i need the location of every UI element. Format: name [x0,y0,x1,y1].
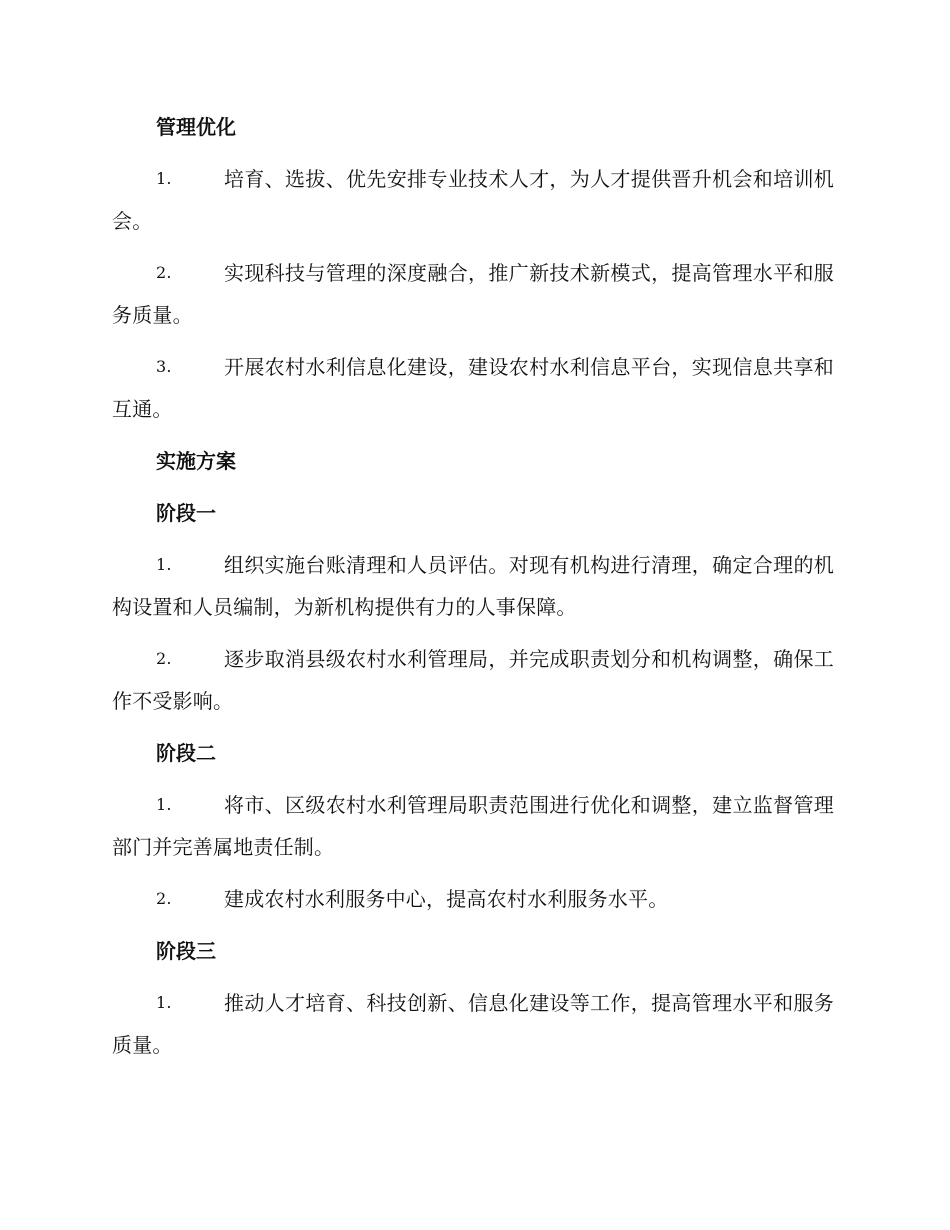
list-item [112,252,834,336]
list-item [112,346,834,430]
list-item-number: 3. [156,357,172,376]
list-item-text: 推动人才培育、科技创新、信息化建设等工作，提高管理水平和服务质量。 [112,991,834,1057]
list-item [112,982,834,1066]
section-heading-phase-two: 阶段二 [156,741,216,765]
list-item [112,158,834,242]
list-item-number: 2. [156,649,172,668]
list-item [112,878,834,920]
list-item [112,638,834,722]
list-item-number: 1. [156,795,172,814]
list-item-text: 培育、选拔、优先安排专业技术人才，为人才提供晋升机会和培训机会。 [112,167,834,233]
list-item-number: 2. [156,889,172,908]
list-item-number: 1. [156,555,172,574]
list-item-number: 1. [156,993,172,1012]
list-item-text: 建成农村水利服务中心，提高农村水利服务水平。 [224,887,669,911]
list-item-text: 实现科技与管理的深度融合，推广新技术新模式，提高管理水平和服务质量。 [112,261,834,327]
document-page [112,106,834,1076]
list-item [112,784,834,868]
list-item-text: 开展农村水利信息化建设，建设农村水利信息平台，实现信息共享和互通。 [112,355,834,421]
list-item [112,544,834,628]
list-item-number: 1. [156,169,172,188]
list-item-text: 逐步取消县级农村水利管理局，并完成职责划分和机构调整，确保工作不受影响。 [112,647,834,713]
section-heading-implementation-plan: 实施方案 [156,449,236,473]
section-heading-management-optimization: 管理优化 [156,115,236,139]
list-item-text: 组织实施台账清理和人员评估。对现有机构进行清理，确定合理的机构设置和人员编制，为新机构提供有力的人事保障。 [112,553,834,619]
list-item-number: 2. [156,263,172,282]
section-heading-phase-one: 阶段一 [156,501,216,525]
section-heading-phase-three: 阶段三 [156,939,216,963]
list-item-text: 将市、区级农村水利管理局职责范围进行优化和调整，建立监督管理部门并完善属地责任制。 [112,793,834,859]
